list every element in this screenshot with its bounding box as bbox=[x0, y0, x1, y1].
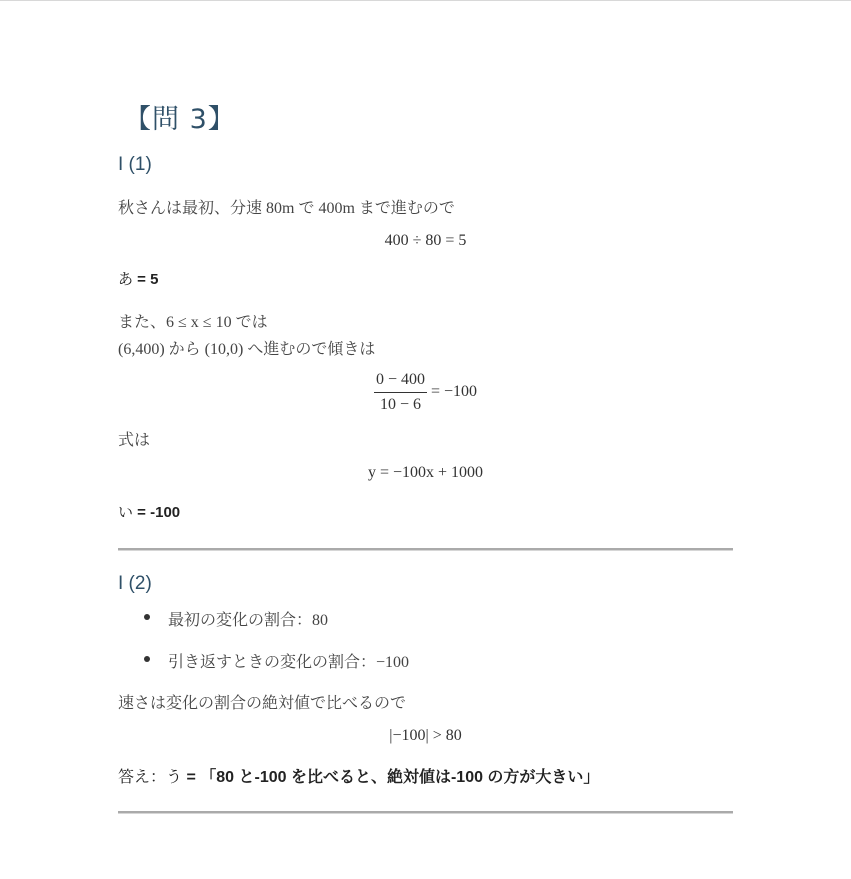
list-item-text: 最初の変化の割合：80 bbox=[168, 612, 329, 629]
bullet-list bbox=[118, 607, 409, 691]
answer-i-value: = -100 bbox=[133, 504, 181, 521]
slope-fraction bbox=[374, 371, 427, 414]
list-item-text: 引き返すときの変化の割合：−100 bbox=[168, 654, 410, 671]
answer-u-text: 「80 と-100 を比べると、絶対値は-100 の方が大きい」 bbox=[200, 769, 600, 786]
answer-i bbox=[118, 501, 180, 522]
section-divider-1 bbox=[118, 548, 733, 551]
fraction-numerator: 0 − 400 bbox=[374, 371, 427, 393]
answer-a-value: = 5 bbox=[133, 271, 159, 288]
paragraph-range: また、6 ≤ x ≤ 10 では bbox=[118, 314, 268, 331]
section-heading-1: I (1) bbox=[118, 154, 152, 175]
answer-u-label: 答え：う bbox=[118, 769, 183, 786]
slope-result: = −100 bbox=[426, 383, 478, 401]
page-title: 【問 3】 bbox=[124, 104, 236, 135]
answer-a bbox=[118, 268, 158, 289]
answer-u-equals: = bbox=[182, 769, 201, 786]
paragraph-slope: (6,400) から (10,0) へ進むので傾きは bbox=[118, 341, 376, 358]
section-heading-2: I (2) bbox=[118, 573, 152, 594]
paragraph-intro: 秋さんは最初、分速 80m で 400m まで進むので bbox=[118, 200, 455, 217]
section-divider-2 bbox=[118, 811, 733, 814]
bullet-dot bbox=[144, 656, 150, 662]
equation-slope bbox=[118, 371, 733, 414]
list-item bbox=[118, 607, 409, 649]
answer-u bbox=[118, 764, 599, 787]
answer-i-label: い bbox=[118, 503, 134, 521]
equation-abs: |−100| > 80 bbox=[389, 727, 462, 744]
paragraph-compare: 速さは変化の割合の絶対値で比べるので bbox=[118, 695, 407, 712]
equation-division: 400 ÷ 80 = 5 bbox=[384, 232, 467, 249]
top-border bbox=[0, 0, 851, 1]
list-item bbox=[118, 649, 409, 691]
fraction-denominator: 10 − 6 bbox=[379, 396, 421, 413]
equation-line: y = −100x + 1000 bbox=[367, 464, 484, 481]
answer-a-label: あ bbox=[118, 270, 134, 288]
bullet-dot bbox=[144, 614, 150, 620]
paragraph-formula-intro: 式は bbox=[118, 432, 151, 449]
